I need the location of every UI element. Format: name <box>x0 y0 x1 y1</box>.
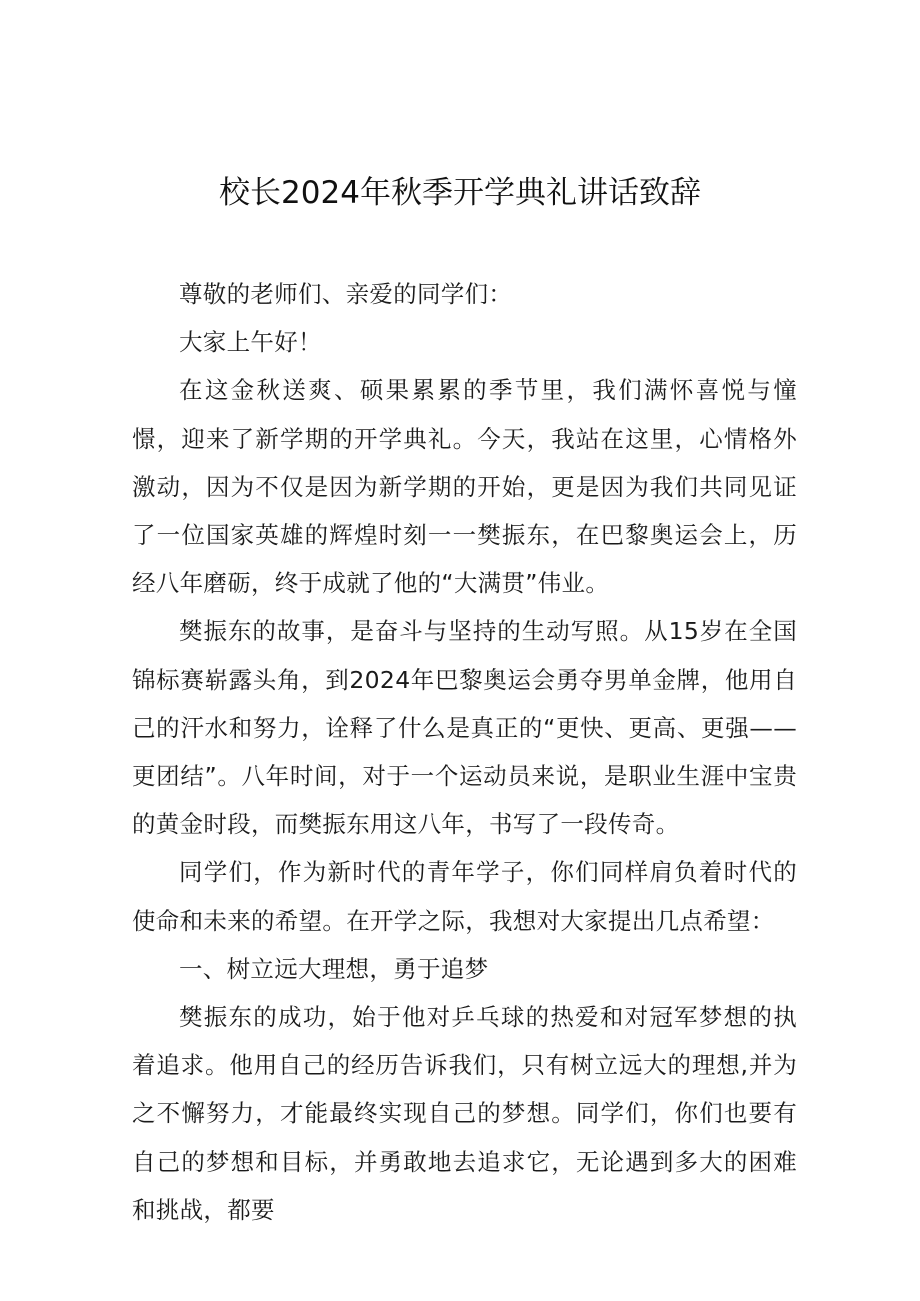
paragraph-hopes: 同学们，作为新时代的青年学子，你们同样肩负着时代的使命和未来的希望。在开学之际，我想对大家提出几点希望： <box>132 858 797 935</box>
document-title: 校长2024年秋季开学典礼讲话致辞 <box>219 175 701 211</box>
paragraph-section-1: 樊振东的成功，始于他对乒乓球的热爱和对冠军梦想的执着追求。他用自己的经历告诉我们，只有树立远大的理想,并为之不懈努力，才能最终实现自己的梦想。同学们，你们也要有自己的梦想和目标，并勇敢地去追求它，无论遇到多大的困难和挑战，都要 <box>132 1003 797 1224</box>
document-body <box>132 270 797 1234</box>
paragraph-story: 樊振东的故事，是奋斗与坚持的生动写照。从15岁在全国锦标赛崭露头角，到2024年巴黎奥运会勇夺男单金牌，他用自己的汗水和努力，诠释了什么是真正的“更快、更高、更强——更团结”。八年时间，对于一个运动员来说，是职业生涯中宝贵的黄金时段，而樊振东用这八年，书写了一段传奇。 <box>132 617 797 839</box>
greeting: 大家上午好！ <box>179 328 322 357</box>
paragraph-intro: 在这金秋送爽、硕果累累的季节里，我们满怀喜悦与憧憬，迎来了新学期的开学典礼。今天，我站在这里，心情格外激动，因为不仅是因为新学期的开始，更是因为我们共同见证了一位国家英雄的辉煌时刻一一樊振东，在巴黎奥运会上，历经八年磨砺，终于成就了他的“大满贯”伟业。 <box>132 376 797 598</box>
section-heading-1: 一、树立远大理想，勇于追梦 <box>179 954 489 983</box>
salutation: 尊敬的老师们、亲爱的同学们： <box>179 280 513 308</box>
